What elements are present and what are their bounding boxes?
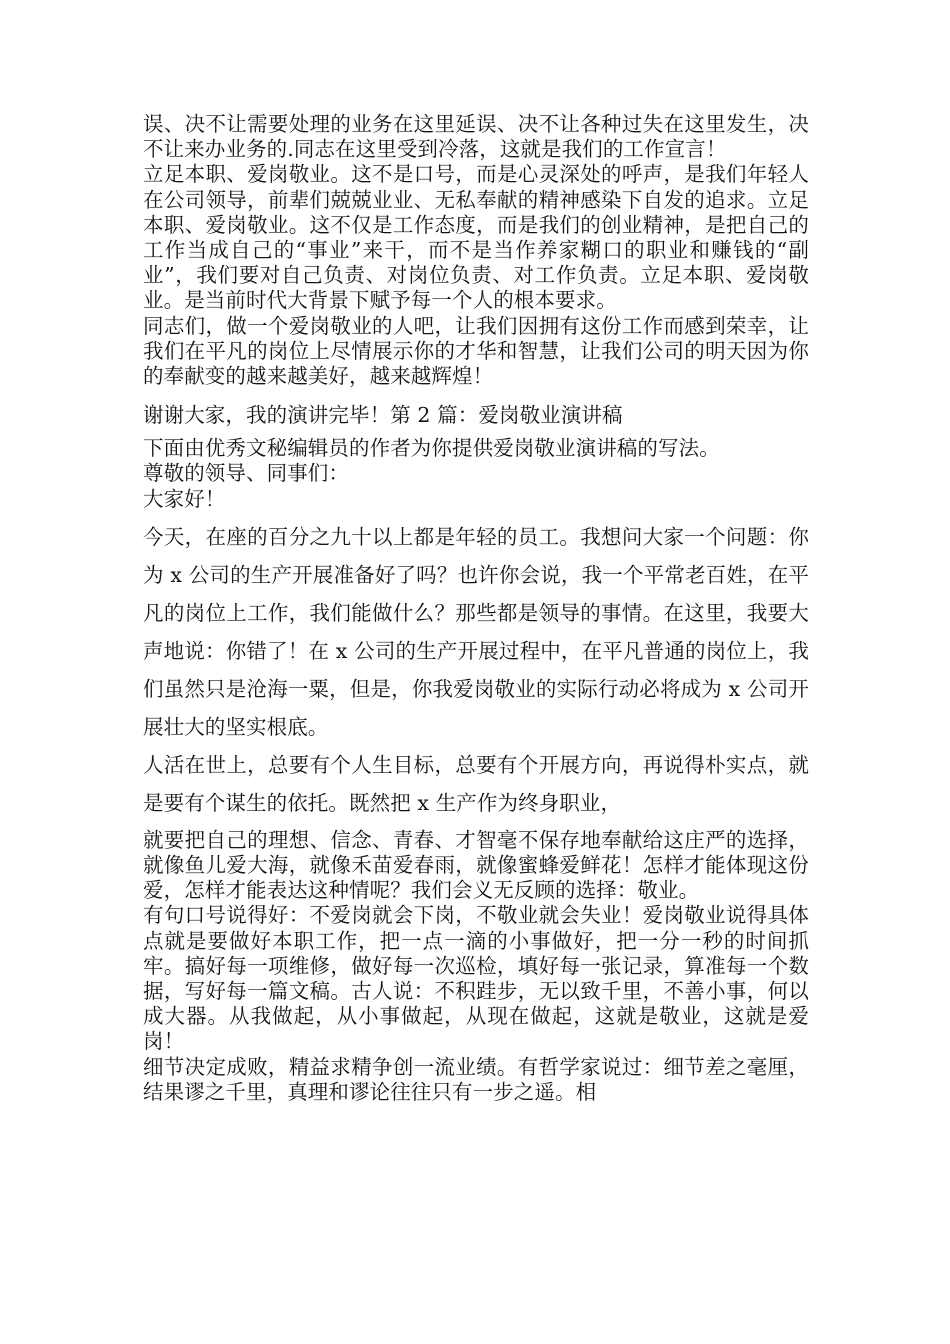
- paragraph-1: 误、决不让需要处理的业务在这里延误、决不让各种过失在这里发生，决不让来办业务的.同志在这里受到冷落，这就是我们的工作宣言！: [143, 112, 809, 162]
- paragraph-6-salutation: 尊敬的领导、同事们：: [143, 461, 349, 486]
- paragraph-5: 下面由优秀文秘编辑员的作者为你提供爱岗敬业演讲稿的写法。: [143, 436, 720, 461]
- document-text-column: [143, 112, 809, 1105]
- paragraph-2: 立足本职、爱岗敬业。这不是口号，而是心灵深处的呼声，是我们年轻人在公司领导，前辈们兢兢业业、无私奉献的精神感染下自发的追求。立足本职、爱岗敬业。这不仅是工作态度，而是我们的创业精神，是把自己的工作当成自己的“事业”来干，而不是当作养家糊口的职业和赚钱的“副业”，我们要对自己负责、对岗位负责、对工作负责。立足本职、爱岗敬业。是当前时代大背景下赋予每一个人的根本要求。: [143, 162, 809, 313]
- paragraph-4-section-heading: 谢谢大家，我的演讲完毕！第 2 篇：爱岗敬业演讲稿: [143, 403, 623, 428]
- paragraph-3: 同志们，做一个爱岗敬业的人吧，让我们因拥有这份工作而感到荣幸，让我们在平凡的岗位上尽情展示你的才华和智慧，让我们公司的明天因为你的奉献变的越来越美好，越来越辉煌！: [143, 313, 809, 389]
- paragraph-7-greeting: 大家好！: [143, 486, 226, 511]
- paragraph-10: 就要把自己的理想、信念、青春、才智毫不保存地奉献给这庄严的选择，就像鱼儿爱大海，就像禾苗爱春雨，就像蜜蜂爱鲜花！怎样才能体现这份爱，怎样才能表达这种情呢？我们会义无反顾的选择：敬业。: [143, 827, 809, 903]
- paragraph-9: 人活在世上，总要有个人生目标，总要有个开展方向，再说得朴实点，就是要有个谋生的依托。既然把 x 生产作为终身职业，: [143, 752, 809, 815]
- paragraph-8: 今天，在座的百分之九十以上都是年轻的员工。我想问大家一个问题：你为 x 公司的生产开展准备好了吗？也许你会说，我一个平常老百姓，在平凡的岗位上工作，我们能做什么？那些都是领导的事情。在这里，我要大声地说：你错了！在 x 公司的生产开展过程中，在平凡普通的岗位上，我们虽然只是沧海一粟，但是，你我爱岗敬业的实际行动必将成为 x 公司开展壮大的坚实根底。: [143, 524, 809, 739]
- paragraph-11: 有句口号说得好：不爱岗就会下岗，不敬业就会失业！爱岗敬业说得具体点就是要做好本职工作，把一点一滴的小事做好，把一分一秒的时间抓牢。搞好每一项维修，做好每一次巡检，填好每一张记录，算准每一个数据，写好每一篇文稿。古人说：不积跬步，无以致千里，不善小事，何以成大器。从我做起，从小事做起，从现在做起，这就是敬业，这就是爱岗！: [143, 903, 809, 1054]
- paragraph-12: 细节决定成败，精益求精争创一流业绩。有哲学家说过：细节差之毫厘，结果谬之千里，真理和谬论往往只有一步之遥。相: [143, 1054, 809, 1104]
